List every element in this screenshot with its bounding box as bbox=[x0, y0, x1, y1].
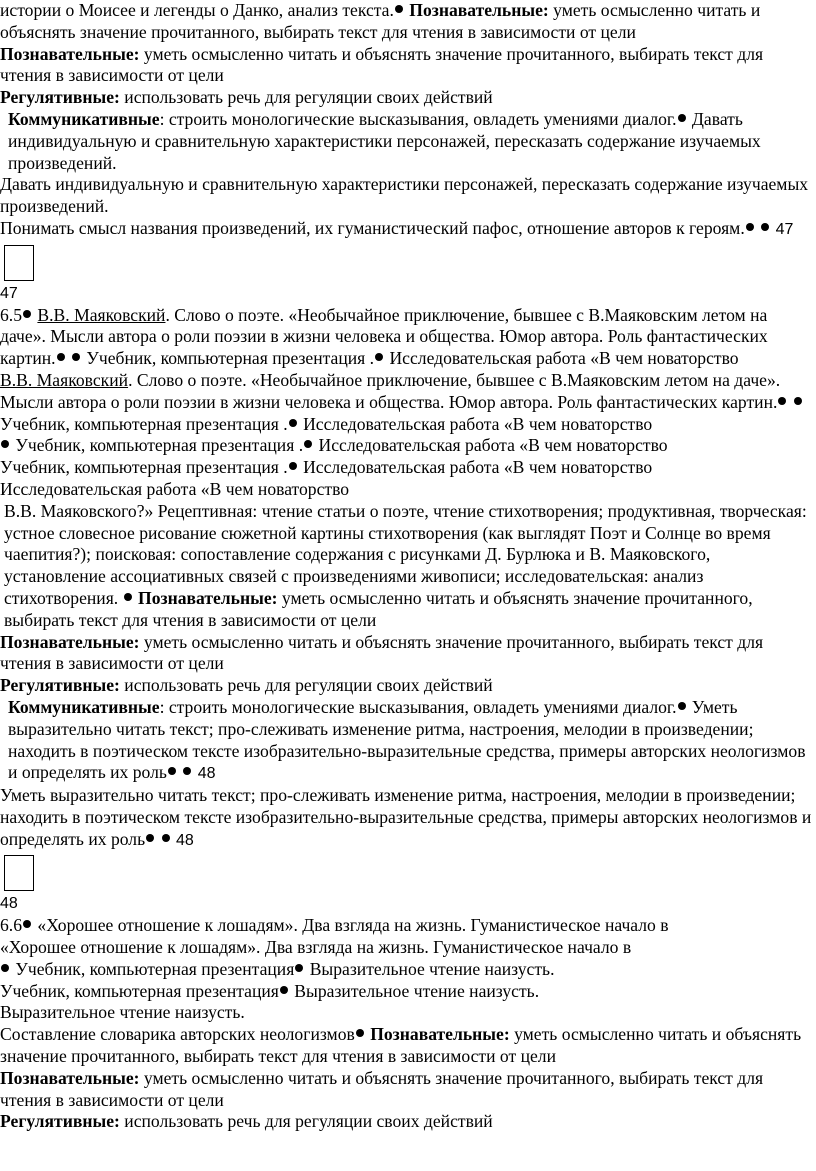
bullet-dot-icon bbox=[183, 767, 191, 775]
bullet-dot-icon bbox=[1, 964, 9, 972]
paragraph: В.В. Маяковский. Слово о поэте. «Необычайное приключение, бывшее с В.Маяковским летом на даче». Мысли автора о роли поэзии в жизни человека и общества. Юмор автора. Роль фантастических картин. Учебник, компьютерная презентация . Исследовательская работа «В чем новаторство bbox=[0, 370, 816, 435]
paragraph: Познавательные: уметь осмысленно читать и объяснять значение прочитанного, выбирать текст для чтения в зависимости от цели bbox=[0, 43, 764, 86]
paragraph: В.В. Маяковского?» Рецептивная: чтение статьи о поэте, чтение стихотворения; продуктивная, творческая: устное словесное рисование сюжетной картины стихотворения (как выглядят Поэт и Солнце во время чаепития?); поисковая: сопоставление содержания с рисунками Д. Бурлюка и В. Маяковского, установление ассоциативных связей с произведениями живописи; исследовательская: анализ стихотворения. Познавательные: уметь осмысленно читать и объяснять значение прочитанного, выбирать текст для чтения в зависимости от цели bbox=[4, 500, 807, 630]
paragraph: Регулятивные: использовать речь для регуляции своих действий bbox=[0, 1111, 493, 1132]
paragraph: Понимать смысл названия произведений, их гуманистический пафос, отношение авторов к героям. 47 bbox=[0, 217, 794, 238]
paragraph: Учебник, компьютерная презентация Выразительное чтение наизусть. bbox=[0, 980, 540, 1001]
bullet-dot-icon bbox=[678, 114, 686, 122]
bullet-dot-icon bbox=[794, 397, 802, 405]
paragraph: Исследовательская работа «В чем новаторство bbox=[0, 478, 350, 499]
bullet-dot-icon bbox=[280, 986, 288, 994]
bullet-dot-icon bbox=[761, 223, 769, 231]
paragraph: Уметь выразительно читать текст; про-слеживать изменение ритма, настроения, мелодии в произведении; находить в поэтическом тексте изобразительно-выразительные средства, примеры авторских неологизмов и определять их роль 48 bbox=[0, 785, 812, 849]
paragraph: 6.6 «Хорошее отношение к лошадям». Два взгляда на жизнь. Гуманистическое начало в bbox=[0, 915, 669, 936]
bullet-dot-icon bbox=[162, 834, 170, 842]
paragraph: Учебник, компьютерная презентация . Исследовательская работа «В чем новаторство bbox=[0, 435, 816, 457]
bullet-dot-icon bbox=[168, 767, 176, 775]
paragraph: 6.5 В.В. Маяковский. Слово о поэте. «Необычайное приключение, бывшее с В.Маяковским летом на даче». Мысли автора о роли поэзии в жизни человека и общества. Юмор автора. Роль фантастических картин. Учебник, компьютерная презентация . Исследовательская работа «В чем новаторство bbox=[0, 304, 768, 369]
bullet-dot-icon bbox=[304, 440, 312, 448]
bullet-dot-icon bbox=[746, 223, 754, 231]
paragraph: Коммуникативные: строить монологические высказывания, овладеть умениями диалог. Уметь выразительно читать текст; про-слеживать изменение ритма, настроения, мелодии в произведении; находить в поэтическом тексте изобразительно-выразительные средства, примеры авторских неологизмов и определять их роль 48 bbox=[8, 696, 806, 783]
bullet-dot-icon bbox=[23, 310, 31, 318]
paragraph: Учебник, компьютерная презентация . Исследовательская работа «В чем новаторство bbox=[0, 457, 653, 478]
bullet-dot-icon bbox=[57, 353, 65, 361]
paragraph: Регулятивные: использовать речь для регуляции своих действий bbox=[0, 87, 493, 108]
bullet-dot-icon bbox=[146, 834, 154, 842]
paragraph: Учебник, компьютерная презентация Выразительное чтение наизусть. bbox=[0, 959, 816, 981]
paragraph: «Хорошее отношение к лошадям». Два взгляда на жизнь. Гуманистическое начало в bbox=[0, 937, 632, 958]
page-number: 48 bbox=[0, 895, 18, 913]
paragraph: Давать индивидуальную и сравнительную характеристики персонажей, пересказать содержание изучаемых произведений. bbox=[0, 174, 809, 217]
image-placeholder-icon bbox=[4, 855, 34, 891]
bullet-dot-icon bbox=[124, 593, 132, 601]
bullet-dot-icon bbox=[778, 397, 786, 405]
paragraph: Коммуникативные: строить монологические высказывания, овладеть умениями диалог. Давать индивидуальную и сравнительную характеристики персонажей, пересказать содержание изучаемых произведений. bbox=[8, 108, 761, 173]
bullet-dot-icon bbox=[289, 462, 297, 470]
bullet-dot-icon bbox=[23, 920, 31, 928]
bullet-dot-icon bbox=[72, 353, 80, 361]
paragraph: Регулятивные: использовать речь для регуляции своих действий bbox=[0, 675, 493, 696]
bullet-dot-icon bbox=[375, 353, 383, 361]
paragraph: Выразительное чтение наизусть. bbox=[0, 1002, 245, 1023]
page-number: 47 bbox=[0, 284, 18, 302]
paragraph: Познавательные: уметь осмысленно читать и объяснять значение прочитанного, выбирать текст для чтения в зависимости от цели bbox=[0, 631, 764, 674]
paragraph: истории о Моисее и легенды о Данко, анализ текста. Познавательные: уметь осмысленно читать и объяснять значение прочитанного, выбирать текст для чтения в зависимости от цели bbox=[0, 0, 761, 42]
bullet-dot-icon bbox=[395, 5, 403, 13]
bullet-dot-icon bbox=[1, 440, 9, 448]
paragraph: Составление словарика авторских неологизмов Познавательные: уметь осмысленно читать и объяснять значение прочитанного, выбирать текст для чтения в зависимости от цели bbox=[0, 1024, 802, 1067]
bullet-dot-icon bbox=[295, 964, 303, 972]
paragraph: Познавательные: уметь осмысленно читать и объяснять значение прочитанного, выбирать текст для чтения в зависимости от цели bbox=[0, 1067, 764, 1110]
image-placeholder-icon bbox=[4, 245, 34, 281]
bullet-dot-icon bbox=[289, 419, 297, 427]
bullet-dot-icon bbox=[356, 1029, 364, 1037]
bullet-dot-icon bbox=[678, 702, 686, 710]
